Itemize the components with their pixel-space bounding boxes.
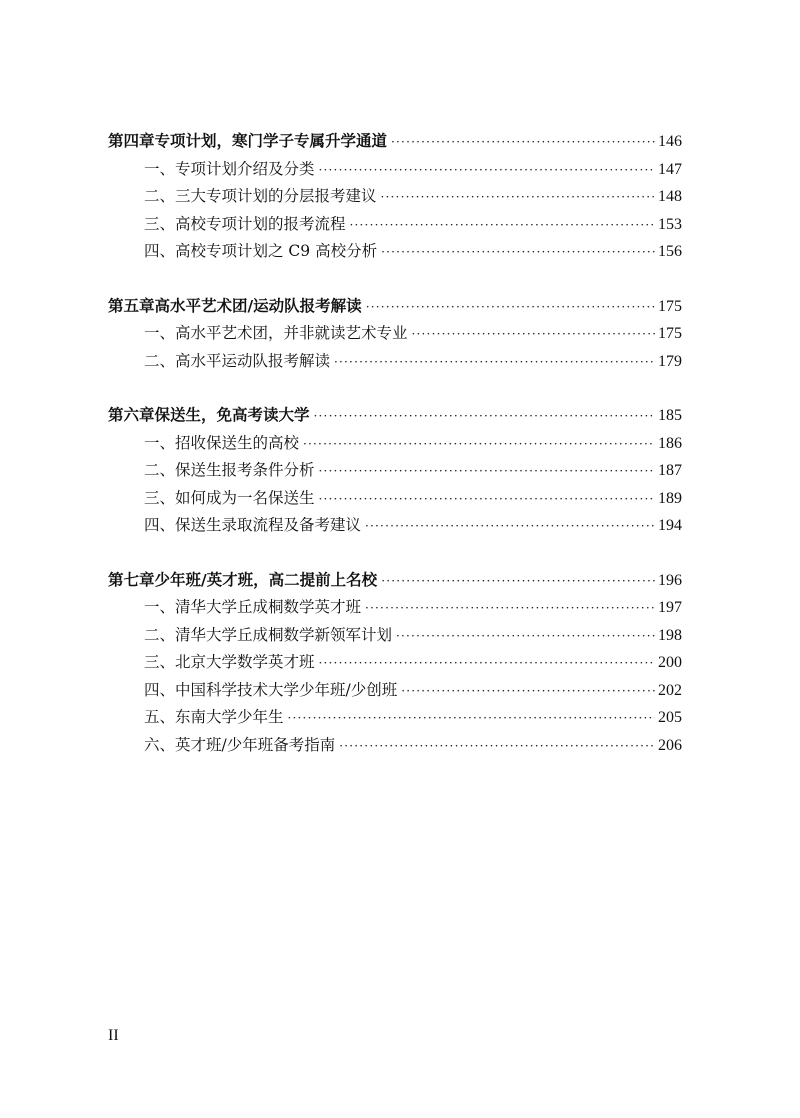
page-number: 198 bbox=[658, 626, 682, 644]
dot-leader bbox=[365, 595, 655, 623]
chapter-number: 第四章 bbox=[108, 132, 155, 150]
chapter-title: 少年班/英才班，高二提前上名校 bbox=[154, 570, 378, 589]
page-number: 186 bbox=[658, 434, 682, 452]
toc-entry[interactable] bbox=[108, 211, 682, 239]
page-number: 189 bbox=[658, 489, 682, 507]
entry-title: 一、清华大学丘成桐数学英才班 bbox=[144, 598, 362, 616]
entry-title: 一、招收保送生的高校 bbox=[144, 433, 300, 452]
entry-title: 四、中国科学技术大学少年班/少创班 bbox=[144, 680, 398, 699]
page-number: 187 bbox=[658, 462, 682, 479]
table-of-contents bbox=[108, 128, 682, 786]
entry-title: 三、高校专项计划的报考流程 bbox=[144, 214, 346, 233]
entry-title: 五、东南大学少年生 bbox=[144, 708, 284, 726]
page-number: 197 bbox=[658, 599, 682, 616]
page-number: 146 bbox=[658, 133, 682, 150]
page-number: 153 bbox=[658, 215, 682, 233]
chapter-heading[interactable] bbox=[108, 293, 682, 321]
chapter-title: 高水平艺术团/运动队报考解读 bbox=[154, 296, 362, 315]
page-number: 200 bbox=[658, 654, 682, 671]
page-number: 202 bbox=[658, 681, 682, 699]
dot-leader bbox=[396, 623, 655, 651]
page-number: 156 bbox=[658, 243, 682, 260]
dot-leader bbox=[303, 431, 655, 459]
entry-title: 二、三大专项计划的分层报考建议 bbox=[144, 187, 377, 205]
page-number: 175 bbox=[658, 297, 682, 315]
chapter-number: 第七章 bbox=[108, 570, 155, 589]
entry-title: 六、英才班/少年班备考指南 bbox=[144, 735, 336, 754]
toc-entry[interactable] bbox=[108, 238, 682, 266]
entry-title: 四、保送生录取流程及备考建议 bbox=[144, 516, 362, 534]
dot-leader bbox=[381, 184, 655, 212]
dot-leader bbox=[350, 212, 655, 240]
toc-entry[interactable] bbox=[108, 320, 682, 348]
toc-entry[interactable] bbox=[108, 348, 682, 376]
entry-title: 三、北京大学数学英才班 bbox=[144, 653, 315, 671]
dot-leader bbox=[319, 458, 655, 486]
dot-leader bbox=[366, 294, 655, 322]
toc-entry[interactable] bbox=[108, 183, 682, 211]
page-folio: II bbox=[108, 1027, 119, 1044]
page-number: 194 bbox=[658, 517, 682, 534]
page-number: 185 bbox=[658, 407, 682, 424]
toc-entry[interactable] bbox=[108, 677, 682, 705]
toc-entry[interactable] bbox=[108, 732, 682, 760]
dot-leader bbox=[365, 513, 655, 541]
entry-title: 四、高校专项计划之 C9 高校分析 bbox=[144, 242, 378, 260]
dot-leader bbox=[288, 705, 655, 733]
page-number: 179 bbox=[658, 352, 682, 370]
chapter-title: 专项计划，寒门学子专属升学通道 bbox=[154, 132, 388, 150]
page-number: 148 bbox=[658, 188, 682, 205]
toc-section bbox=[108, 128, 682, 266]
toc-entry[interactable] bbox=[108, 594, 682, 622]
entry-title: 二、清华大学丘成桐数学新领军计划 bbox=[144, 625, 393, 644]
dot-leader bbox=[401, 678, 655, 706]
toc-entry[interactable] bbox=[108, 457, 682, 485]
chapter-heading[interactable] bbox=[108, 128, 682, 156]
chapter-heading[interactable] bbox=[108, 402, 682, 430]
page-number: 205 bbox=[658, 709, 682, 726]
dot-leader bbox=[314, 403, 655, 431]
toc-entry[interactable] bbox=[108, 704, 682, 732]
dot-leader bbox=[339, 733, 655, 761]
toc-entry[interactable] bbox=[108, 156, 682, 184]
entry-title: 一、专项计划介绍及分类 bbox=[144, 159, 315, 178]
toc-entry[interactable] bbox=[108, 485, 682, 513]
page-number: 147 bbox=[658, 160, 682, 178]
toc-entry[interactable] bbox=[108, 649, 682, 677]
toc-entry[interactable] bbox=[108, 430, 682, 458]
toc-section bbox=[108, 293, 682, 376]
dot-leader bbox=[391, 129, 655, 157]
chapter-number: 第六章 bbox=[108, 406, 155, 424]
entry-title: 二、高水平运动队报考解读 bbox=[144, 351, 331, 370]
page-number: 196 bbox=[658, 571, 682, 589]
dot-leader bbox=[319, 486, 655, 514]
dot-leader bbox=[334, 349, 655, 377]
toc-section bbox=[108, 567, 682, 760]
chapter-number: 第五章 bbox=[108, 296, 155, 315]
chapter-heading[interactable] bbox=[108, 567, 682, 595]
dot-leader bbox=[381, 239, 655, 267]
page-number: 206 bbox=[658, 736, 682, 754]
toc-section bbox=[108, 402, 682, 540]
dot-leader bbox=[412, 321, 655, 349]
toc-entry[interactable] bbox=[108, 512, 682, 540]
dot-leader bbox=[319, 157, 655, 185]
page-number: 175 bbox=[658, 325, 682, 342]
dot-leader bbox=[381, 568, 655, 596]
entry-title: 三、如何成为一名保送生 bbox=[144, 488, 315, 507]
entry-title: 二、保送生报考条件分析 bbox=[144, 461, 315, 479]
chapter-title: 保送生，免高考读大学 bbox=[154, 406, 310, 424]
toc-entry[interactable] bbox=[108, 622, 682, 650]
entry-title: 一、高水平艺术团，并非就读艺术专业 bbox=[144, 324, 408, 342]
dot-leader bbox=[319, 650, 655, 678]
